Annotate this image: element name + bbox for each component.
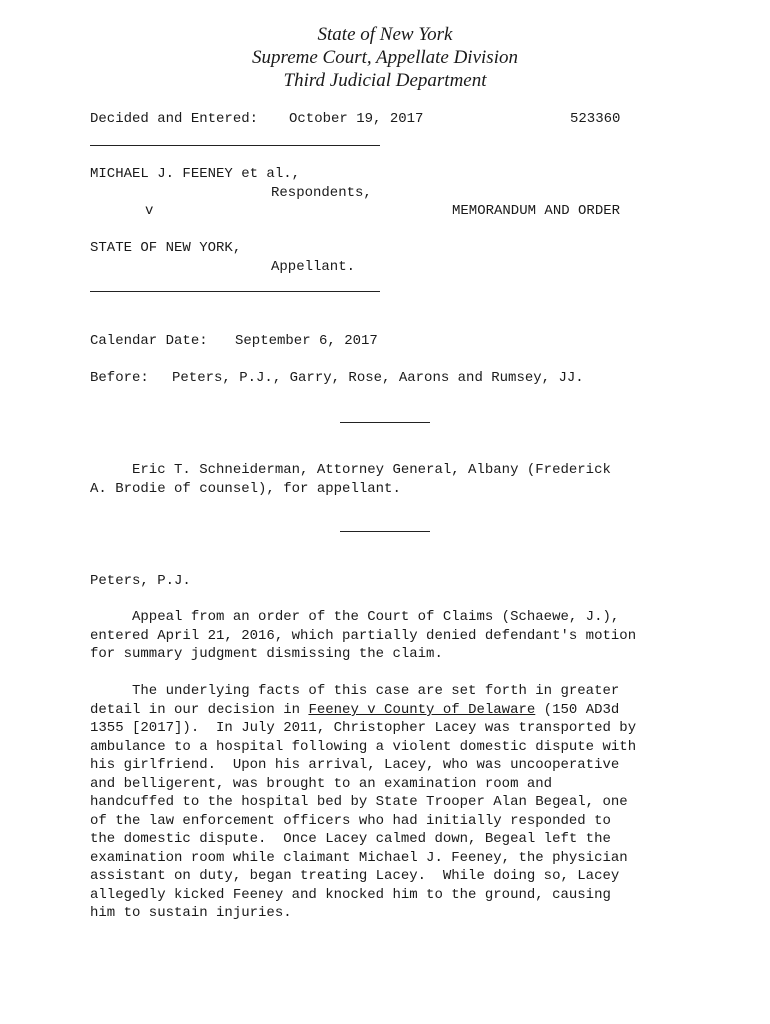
decided-date: October 19, 2017 <box>289 111 424 127</box>
defendant-role: Appellant. <box>271 259 356 275</box>
counsel-line: Eric T. Schneiderman, Attorney General, Albany (Frederick <box>90 462 611 478</box>
body-line: ambulance to a hospital following a violent domestic dispute with <box>90 739 637 755</box>
court-name: Supreme Court, Appellate Division <box>252 47 518 68</box>
separator-rule <box>340 531 430 532</box>
body-line: The underlying facts of this case are set forth in greater <box>90 683 620 699</box>
case-citation: Feeney v County of Delaware <box>308 702 536 718</box>
document-type: MEMORANDUM AND ORDER <box>452 203 621 219</box>
body-line: him to sustain injuries. <box>90 905 292 921</box>
body-line: allegedly kicked Feeney and knocked him to the ground, causing <box>90 887 611 903</box>
body-line-citation <box>90 701 619 719</box>
body-line: examination room while claimant Michael J. Feeney, the physician <box>90 850 628 866</box>
body-text: detail in our decision in <box>90 702 309 718</box>
calendar-date: September 6, 2017 <box>235 333 378 349</box>
caption-rule-top <box>90 145 380 146</box>
plaintiff-name: MICHAEL J. FEENEY et al., <box>90 166 301 182</box>
body-line: and belligerent, was brought to an examination room and <box>90 776 553 792</box>
body-text: (150 AD3d <box>535 702 620 718</box>
defendant-name: STATE OF NEW YORK, <box>90 240 242 256</box>
body-line: for summary judgment dismissing the claim. <box>90 646 443 662</box>
body-line: the domestic dispute. Once Lacey calmed down, Begeal left the <box>90 831 611 847</box>
before-judges: Peters, P.J., Garry, Rose, Aarons and Rumsey, JJ. <box>172 370 584 386</box>
versus: v <box>145 203 154 219</box>
body-line: assistant on duty, began treating Lacey. While doing so, Lacey <box>90 868 620 884</box>
caption-rule-bottom <box>90 291 380 292</box>
body-line: handcuffed to the hospital bed by State Trooper Alan Begeal, one <box>90 794 628 810</box>
body-line: of the law enforcement officers who had initially responded to <box>90 813 611 829</box>
separator-rule <box>340 422 430 423</box>
body-line: Appeal from an order of the Court of Claims (Schaewe, J.), <box>90 609 620 625</box>
opinion-author: Peters, P.J. <box>90 573 191 589</box>
before-label: Before: <box>90 370 149 386</box>
court-state: State of New York <box>317 24 453 45</box>
decided-label: Decided and Entered: <box>90 111 259 127</box>
body-line: 1355 [2017]). In July 2011, Christopher Lacey was transported by <box>90 720 637 736</box>
plaintiff-role: Respondents, <box>271 185 372 201</box>
docket-number: 523360 <box>570 111 621 127</box>
counsel-line: A. Brodie of counsel), for appellant. <box>90 481 401 497</box>
body-line: entered April 21, 2016, which partially denied defendant's motion <box>90 628 637 644</box>
court-department: Third Judicial Department <box>283 70 487 91</box>
body-line: his girlfriend. Upon his arrival, Lacey, who was uncooperative <box>90 757 620 773</box>
calendar-label: Calendar Date: <box>90 333 208 349</box>
